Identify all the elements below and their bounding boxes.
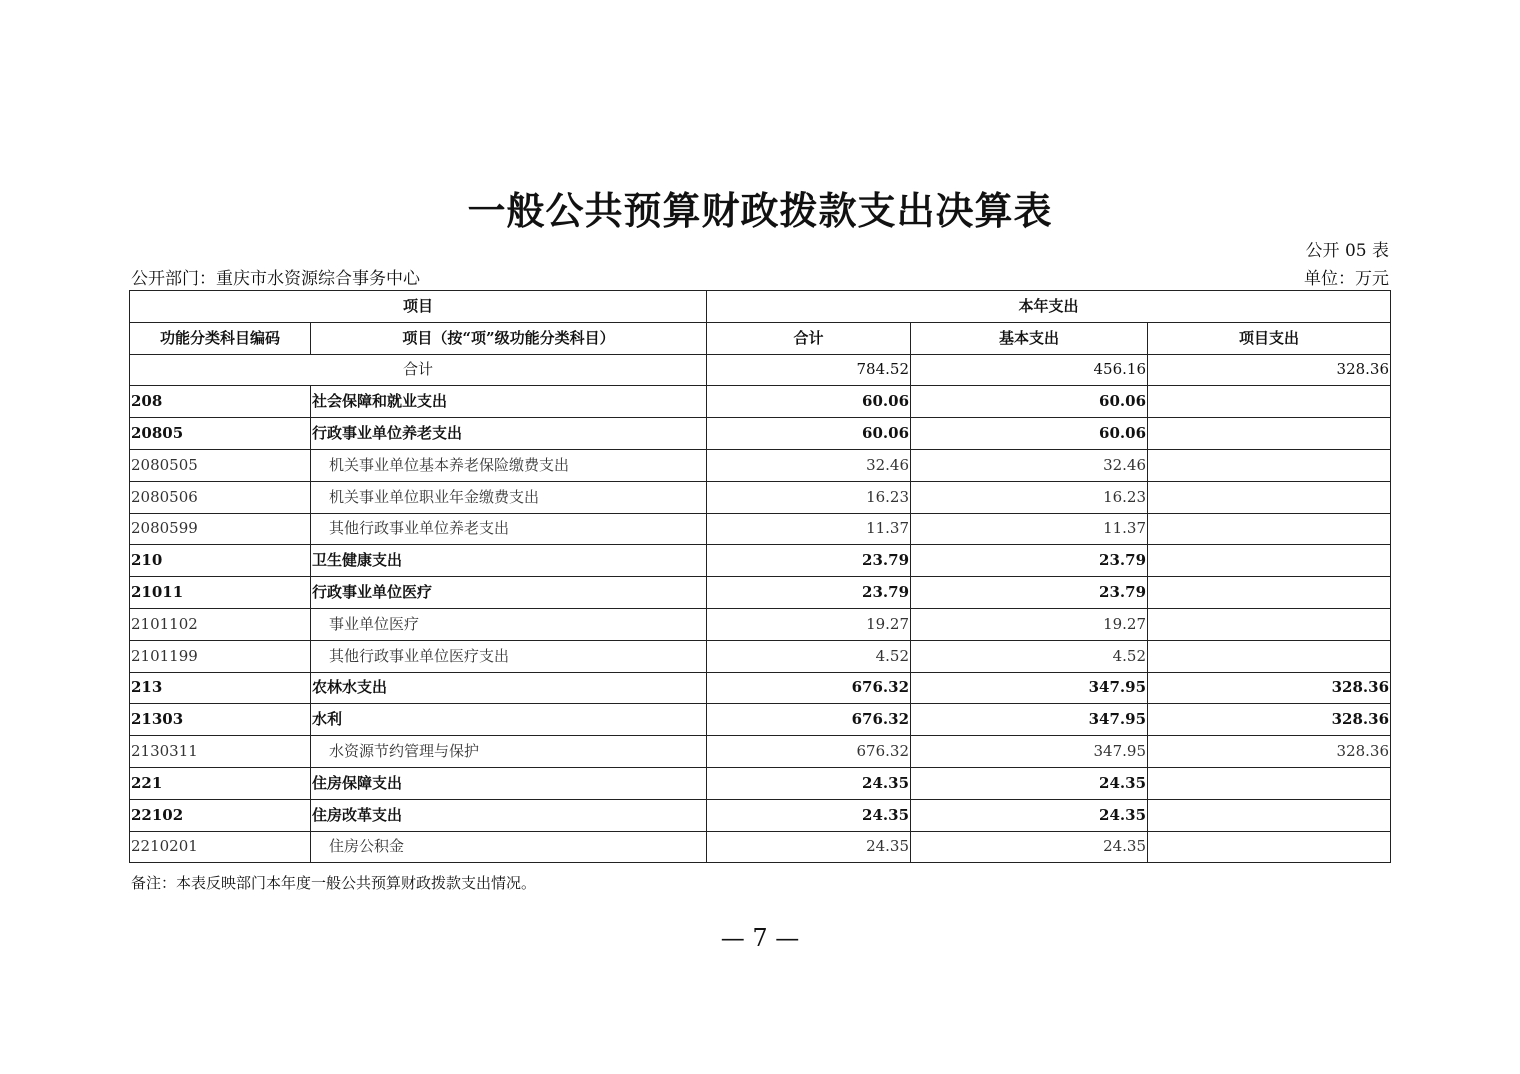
row-project bbox=[1148, 831, 1391, 863]
header-code: 功能分类科目编码 bbox=[130, 322, 311, 354]
department-label: 公开部门：重庆市水资源综合事务中心 bbox=[131, 269, 420, 289]
total-sum: 784.52 bbox=[707, 354, 911, 386]
table-row bbox=[130, 640, 1391, 672]
table-row bbox=[130, 767, 1391, 799]
row-project bbox=[1148, 386, 1391, 418]
row-code: 2101102 bbox=[130, 608, 311, 640]
table-row bbox=[130, 513, 1391, 545]
row-total: 24.35 bbox=[707, 767, 911, 799]
row-code: 22102 bbox=[130, 799, 311, 831]
table-row bbox=[130, 831, 1391, 863]
row-total: 23.79 bbox=[707, 577, 911, 609]
row-project: 328.36 bbox=[1148, 736, 1391, 768]
row-project: 328.36 bbox=[1148, 672, 1391, 704]
row-basic: 24.35 bbox=[911, 767, 1148, 799]
row-project bbox=[1148, 481, 1391, 513]
header-spend-group: 本年支出 bbox=[707, 291, 1391, 323]
row-total: 60.06 bbox=[707, 386, 911, 418]
table-row bbox=[130, 672, 1391, 704]
row-basic: 60.06 bbox=[911, 418, 1148, 450]
row-basic: 60.06 bbox=[911, 386, 1148, 418]
row-basic: 32.46 bbox=[911, 449, 1148, 481]
row-project: 328.36 bbox=[1148, 704, 1391, 736]
row-name: 其他行政事业单位医疗支出 bbox=[311, 640, 707, 672]
row-project bbox=[1148, 799, 1391, 831]
row-total: 16.23 bbox=[707, 481, 911, 513]
row-total: 32.46 bbox=[707, 449, 911, 481]
row-name: 住房公积金 bbox=[311, 831, 707, 863]
table-row bbox=[130, 736, 1391, 768]
row-name: 其他行政事业单位养老支出 bbox=[311, 513, 707, 545]
row-name: 住房保障支出 bbox=[311, 767, 707, 799]
total-row bbox=[130, 354, 1391, 386]
row-name: 社会保障和就业支出 bbox=[311, 386, 707, 418]
row-name: 机关事业单位基本养老保险缴费支出 bbox=[311, 449, 707, 481]
table-row bbox=[130, 545, 1391, 577]
row-total: 19.27 bbox=[707, 608, 911, 640]
row-total: 60.06 bbox=[707, 418, 911, 450]
row-total: 23.79 bbox=[707, 545, 911, 577]
row-name: 水资源节约管理与保护 bbox=[311, 736, 707, 768]
page-title: 一般公共预算财政拨款支出决算表 bbox=[467, 188, 1053, 233]
table-row bbox=[130, 386, 1391, 418]
header-item-group: 项目 bbox=[130, 291, 707, 323]
row-total: 4.52 bbox=[707, 640, 911, 672]
row-basic: 4.52 bbox=[911, 640, 1148, 672]
table-row bbox=[130, 704, 1391, 736]
row-name: 行政事业单位医疗 bbox=[311, 577, 707, 609]
row-code: 2080599 bbox=[130, 513, 311, 545]
row-project bbox=[1148, 640, 1391, 672]
row-project bbox=[1148, 545, 1391, 577]
row-code: 210 bbox=[130, 545, 311, 577]
row-basic: 23.79 bbox=[911, 577, 1148, 609]
row-name: 事业单位医疗 bbox=[311, 608, 707, 640]
footnote: 备注：本表反映部门本年度一般公共预算财政拨款支出情况。 bbox=[131, 874, 537, 892]
row-project bbox=[1148, 608, 1391, 640]
header-name: 项目（按“项”级功能分类科目） bbox=[311, 322, 707, 354]
table-row bbox=[130, 608, 1391, 640]
row-basic: 347.95 bbox=[911, 704, 1148, 736]
row-total: 24.35 bbox=[707, 799, 911, 831]
form-number: 公开 05 表 bbox=[1305, 241, 1389, 261]
table-row bbox=[130, 799, 1391, 831]
table-row bbox=[130, 449, 1391, 481]
row-code: 213 bbox=[130, 672, 311, 704]
row-total: 676.32 bbox=[707, 736, 911, 768]
row-code: 208 bbox=[130, 386, 311, 418]
row-code: 21011 bbox=[130, 577, 311, 609]
total-label: 合计 bbox=[130, 354, 707, 386]
row-total: 24.35 bbox=[707, 831, 911, 863]
header-project: 项目支出 bbox=[1148, 322, 1391, 354]
unit-label: 单位：万元 bbox=[1304, 269, 1389, 289]
row-name: 水利 bbox=[311, 704, 707, 736]
row-basic: 23.79 bbox=[911, 545, 1148, 577]
row-project bbox=[1148, 767, 1391, 799]
row-basic: 347.95 bbox=[911, 736, 1148, 768]
row-project bbox=[1148, 513, 1391, 545]
row-code: 2080506 bbox=[130, 481, 311, 513]
row-name: 住房改革支出 bbox=[311, 799, 707, 831]
row-name: 机关事业单位职业年金缴费支出 bbox=[311, 481, 707, 513]
row-code: 21303 bbox=[130, 704, 311, 736]
header-total: 合计 bbox=[707, 322, 911, 354]
row-code: 2130311 bbox=[130, 736, 311, 768]
row-code: 221 bbox=[130, 767, 311, 799]
row-code: 2210201 bbox=[130, 831, 311, 863]
row-basic: 19.27 bbox=[911, 608, 1148, 640]
row-code: 2101199 bbox=[130, 640, 311, 672]
total-basic: 456.16 bbox=[911, 354, 1148, 386]
row-total: 676.32 bbox=[707, 672, 911, 704]
total-project: 328.36 bbox=[1148, 354, 1391, 386]
expenditure-table bbox=[129, 290, 1391, 863]
page-number: — 7 — bbox=[720, 924, 800, 952]
row-basic: 11.37 bbox=[911, 513, 1148, 545]
row-project bbox=[1148, 577, 1391, 609]
row-name: 行政事业单位养老支出 bbox=[311, 418, 707, 450]
row-basic: 24.35 bbox=[911, 831, 1148, 863]
row-code: 20805 bbox=[130, 418, 311, 450]
row-basic: 347.95 bbox=[911, 672, 1148, 704]
row-basic: 16.23 bbox=[911, 481, 1148, 513]
row-code: 2080505 bbox=[130, 449, 311, 481]
row-name: 卫生健康支出 bbox=[311, 545, 707, 577]
row-total: 11.37 bbox=[707, 513, 911, 545]
table-row bbox=[130, 418, 1391, 450]
row-project bbox=[1148, 418, 1391, 450]
row-project bbox=[1148, 449, 1391, 481]
header-basic: 基本支出 bbox=[911, 322, 1148, 354]
row-name: 农林水支出 bbox=[311, 672, 707, 704]
table-row bbox=[130, 577, 1391, 609]
row-total: 676.32 bbox=[707, 704, 911, 736]
row-basic: 24.35 bbox=[911, 799, 1148, 831]
table-row bbox=[130, 481, 1391, 513]
